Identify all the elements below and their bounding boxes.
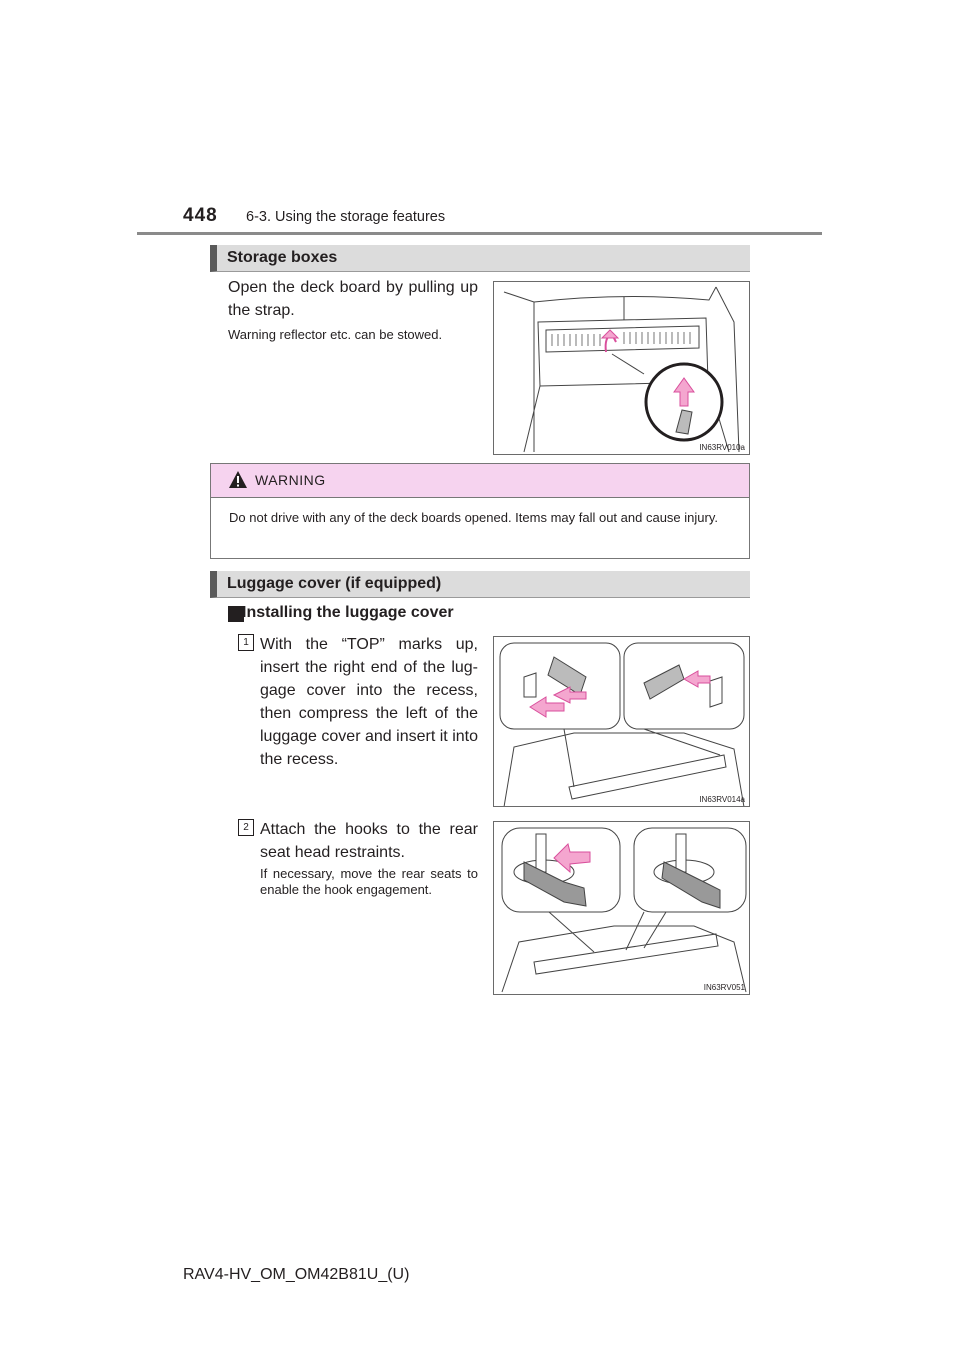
section-heading-luggage-cover [210, 571, 750, 598]
section-heading-storage-boxes [210, 245, 750, 272]
figure-luggage-cover-install [493, 636, 750, 807]
luggage-cover-install-illustration [494, 637, 750, 807]
step-2-text: Attach the hooks to the rear seat head restraints. [260, 821, 478, 861]
warning-box [210, 463, 750, 559]
footer-doc-id: RAV4-HV_OM_OM42B81U_(U) [183, 1266, 410, 1283]
figure-code: IN63RV010a [699, 443, 745, 452]
warning-title: WARNING [255, 472, 326, 488]
running-head: 6-3. Using the storage features [246, 209, 446, 225]
step-2-note: If necessary, move the rear seats to enable the hook engagement. [260, 866, 478, 897]
warning-text: Do not drive with any of the deck boards opened. Items may fall out and cause injury. [229, 510, 718, 525]
subheading-installing: Installing the luggage cover [242, 604, 454, 621]
storage-note: Warning reflector etc. can be stowed. [228, 327, 443, 342]
section-title: Storage boxes [227, 249, 338, 266]
figure-code: IN63RV014a [699, 795, 745, 804]
page-number: 448 [183, 205, 218, 226]
step-1-text: With the “TOP” marks up, insert the right end of the lug-gage cover into the recess, then compress the left of the luggage cover and insert it into the recess. [260, 636, 478, 768]
hook-attach-illustration [494, 822, 750, 995]
figure-deck-board [493, 281, 750, 455]
step-number-2: 2 [238, 819, 254, 836]
deck-board-illustration [494, 282, 750, 455]
header-rule [137, 232, 822, 235]
warning-header [211, 464, 749, 498]
storage-instruction: Open the deck board by pulling up the strap. [228, 279, 478, 319]
warning-triangle-icon [228, 470, 248, 490]
figure-code: IN63RV051 [703, 983, 745, 992]
figure-hook-attach [493, 821, 750, 995]
section-title: Luggage cover (if equipped) [227, 575, 442, 592]
step-number-1: 1 [238, 634, 254, 651]
